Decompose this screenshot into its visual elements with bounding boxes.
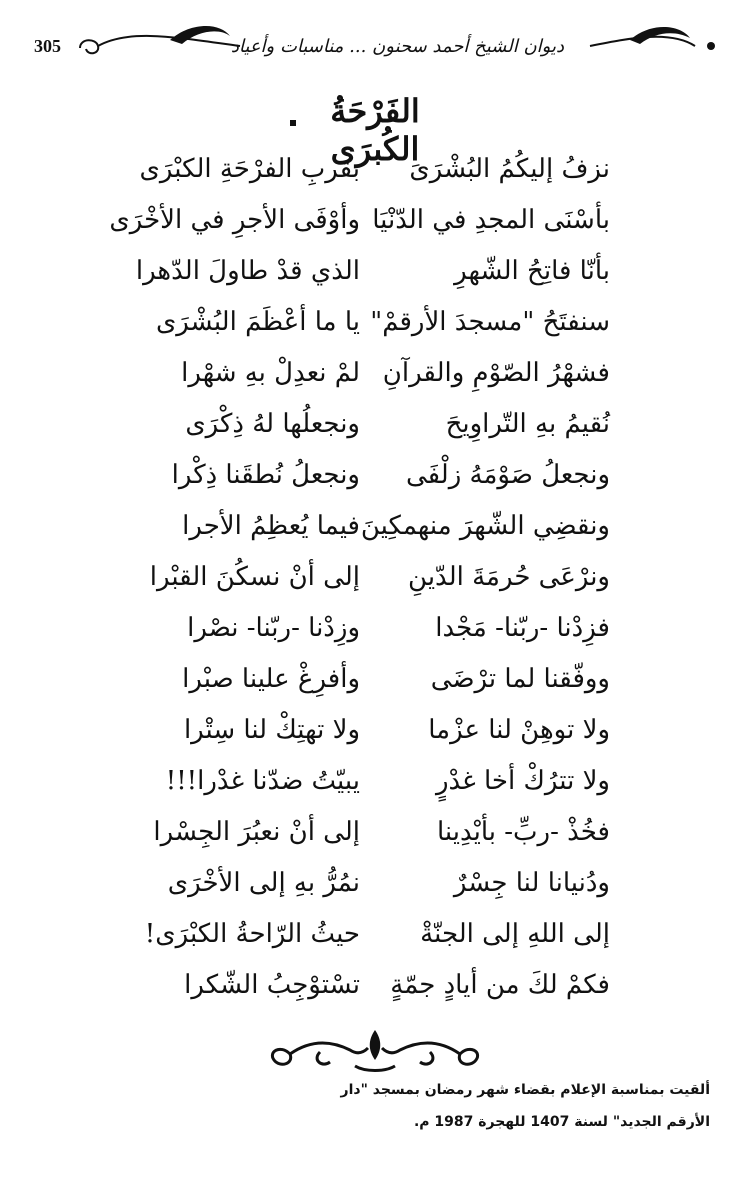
verse-second-hemistich: يا ما أعْظَمَ البُشْرَى xyxy=(155,307,360,337)
verse xyxy=(140,817,610,865)
verse-first-hemistich: إلى اللهِ إلى الجنّةْ xyxy=(420,919,610,949)
verse-first-hemistich: ووفّقنا لما ترْضَى xyxy=(430,664,610,694)
verse-first-hemistich: نزفُ إليكُمُ البُشْرَىَ xyxy=(409,154,610,184)
verse xyxy=(140,970,610,1018)
verse-first-hemistich: بأسْنَى المجدِ في الدّنْيَا xyxy=(372,205,610,235)
verse-second-hemistich: نمُرُّ بهِ إلى الأخْرَى xyxy=(167,868,360,898)
page-header xyxy=(0,18,749,74)
running-title: ديوان الشيخ أحمد سحنون ... مناسبات وأعياد xyxy=(230,36,564,57)
verse xyxy=(140,715,610,763)
header-dot xyxy=(707,42,715,50)
verse xyxy=(135,256,610,304)
verse-first-hemistich: بأنّا فاتِحُ الشّهرِ xyxy=(454,256,610,286)
verse-second-hemistich: إلى أنْ نسكُنَ القبْرا xyxy=(149,562,360,592)
verse xyxy=(140,409,610,457)
verse-second-hemistich: وأفرِغْ علينا صبْرا xyxy=(182,664,360,694)
verse-second-hemistich: حيثُ الرّاحةُ الكبْرَى! xyxy=(144,919,360,949)
footnote-line: الأرقم الجديد" لسنة 1407 للهجرة 1987 م. xyxy=(413,1114,710,1130)
verse xyxy=(140,664,610,712)
verse xyxy=(140,460,610,508)
verse xyxy=(140,154,610,202)
verse xyxy=(140,766,610,814)
end-ornament xyxy=(260,1018,490,1078)
verse-second-hemistich: وزِدْنا -ربّنا- نصْرا xyxy=(187,613,360,643)
verse-first-hemistich: فكمْ لكَ من أيادٍ جمّةٍ xyxy=(390,970,610,1000)
verse xyxy=(140,919,610,967)
verse-second-hemistich: إلى أنْ نعبُرَ الجِسْرا xyxy=(153,817,360,847)
verse-second-hemistich: ونجعلُها لهُ ذِكْرَى xyxy=(185,409,360,439)
verse xyxy=(109,205,610,253)
title-bullet xyxy=(290,120,296,126)
verse-first-hemistich: فخُذْ -ربِّ- بأيْدِينا xyxy=(436,817,610,847)
verse-second-hemistich: وأوْفَى الأجرِ في الأخْرَى xyxy=(109,205,360,235)
verse-first-hemistich: فزِدْنا -ربّنا- مَجْدا xyxy=(435,613,610,643)
verse xyxy=(140,613,610,661)
verse xyxy=(140,562,610,610)
verse-second-hemistich: لمْ نعدِلْ بهِ شهْرا xyxy=(181,358,360,388)
verse xyxy=(140,511,610,559)
verse-second-hemistich: بقربِ الفرْحَةِ الكبْرَى xyxy=(139,154,360,184)
verse-second-hemistich: ولا تهتِكْ لنا سِتْرا xyxy=(183,715,360,745)
poem-body xyxy=(109,140,610,1010)
verse-first-hemistich: ونجعلُ صَوْمَهُ زلْفَى xyxy=(405,460,610,490)
verse-first-hemistich: نُقيمُ بهِ التّراوِيحَ xyxy=(445,409,610,439)
verse-first-hemistich: ونرْعَى حُرمَةَ الدّينِ xyxy=(408,562,610,592)
footnote-line: ألقيت بمناسبة الإعلام بقضاء شهر رمضان بمسجد "دار xyxy=(340,1082,710,1098)
verse-first-hemistich: ولا تترُكْ أخا غدْرٍ xyxy=(435,766,610,796)
verse xyxy=(140,358,610,406)
page-number: 305 xyxy=(34,36,61,56)
verse-first-hemistich: ولا توهِنْ لنا عزْما xyxy=(428,715,610,745)
verse-second-hemistich: تسْتوْجِبُ الشّكرا xyxy=(184,970,360,1000)
verse xyxy=(140,868,610,916)
verse-first-hemistich: سنفتَحُ "مسجدَ الأرقمْ" xyxy=(370,307,610,337)
verse-first-hemistich: ودُنيانا لنا جِسْرٌ xyxy=(453,868,610,898)
verse-first-hemistich: فشهْرُ الصّوْمِ والقرآنِ xyxy=(382,358,610,388)
verse-second-hemistich: يبيّتُ ضدّنا غدْرا!!! xyxy=(165,766,360,796)
verse-first-hemistich: ونقضِي الشّهرَ منهمكِينَ xyxy=(360,511,610,541)
verse-second-hemistich: الذي قدْ طاولَ الدّهرا xyxy=(135,256,360,286)
verse xyxy=(140,307,610,355)
poem-title: الفَرْحَةُ الكُبرَى xyxy=(330,92,420,168)
verse-second-hemistich: ونجعلُ نُطقَنا ذِكْرا xyxy=(171,460,360,490)
verse-second-hemistich: فيما يُعظِمُ الأجرا xyxy=(182,511,360,541)
